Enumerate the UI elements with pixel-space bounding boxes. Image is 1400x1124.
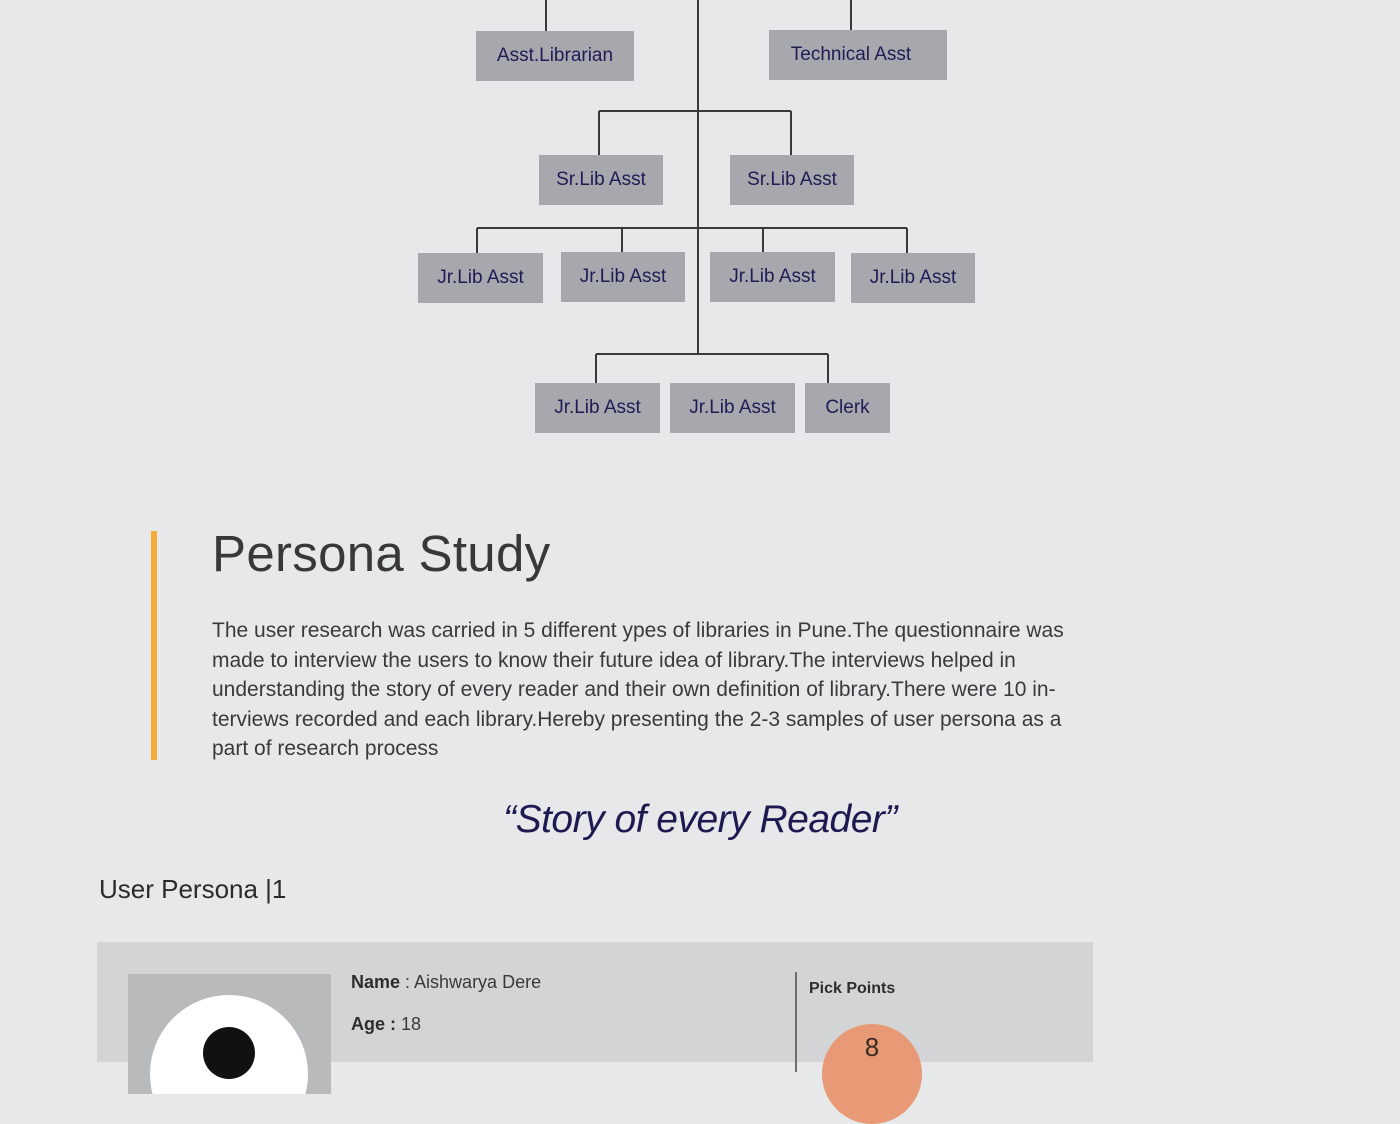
org-node-jr-lib-asst: Jr.Lib Asst — [535, 383, 660, 433]
org-node-clerk: Clerk — [805, 383, 890, 433]
section-accent-bar — [151, 531, 157, 760]
name-label: Name — [351, 972, 401, 992]
org-node-asst-librarian: Asst.Librarian — [476, 31, 634, 81]
section-body-text: The user research was carried in 5 different ypes of libraries in Pune.The questionnaire was made to interview the users to know their future idea of library.The interviews helped in understanding the story of every reader and their own definition of library.There were 10 in-terviews recorded and each library.Hereby presenting the 2-3 samples of user persona as a part of research process — [212, 619, 1064, 760]
persona-photo — [128, 974, 331, 1094]
story-quote: “Story of every Reader” — [503, 798, 897, 841]
name-value: : Aishwarya Dere — [400, 972, 542, 992]
persona-age-field — [351, 1014, 421, 1035]
age-label: Age : — [351, 1014, 396, 1034]
org-node-jr-lib-asst: Jr.Lib Asst — [851, 253, 975, 303]
pick-points-badge: 8 — [822, 1024, 922, 1124]
card-divider — [795, 972, 797, 1072]
org-node-sr-lib-asst: Sr.Lib Asst — [730, 155, 854, 205]
user-persona-heading: User Persona |1 — [99, 874, 287, 904]
person-icon — [203, 1027, 255, 1079]
org-node-jr-lib-asst: Jr.Lib Asst — [418, 253, 543, 303]
section-title: Persona Study — [212, 525, 551, 582]
persona-name-field — [351, 972, 541, 993]
org-node-jr-lib-asst: Jr.Lib Asst — [670, 383, 795, 433]
persona-card — [97, 942, 1093, 1062]
org-node-jr-lib-asst: Jr.Lib Asst — [710, 252, 835, 302]
org-node-jr-lib-asst: Jr.Lib Asst — [561, 252, 685, 302]
age-value: 18 — [396, 1014, 422, 1034]
avatar — [150, 995, 308, 1094]
org-node-sr-lib-asst: Sr.Lib Asst — [539, 155, 663, 205]
pick-points-title: Pick Points — [809, 980, 896, 997]
org-node-technical-asst: Technical Asst — [769, 30, 947, 80]
